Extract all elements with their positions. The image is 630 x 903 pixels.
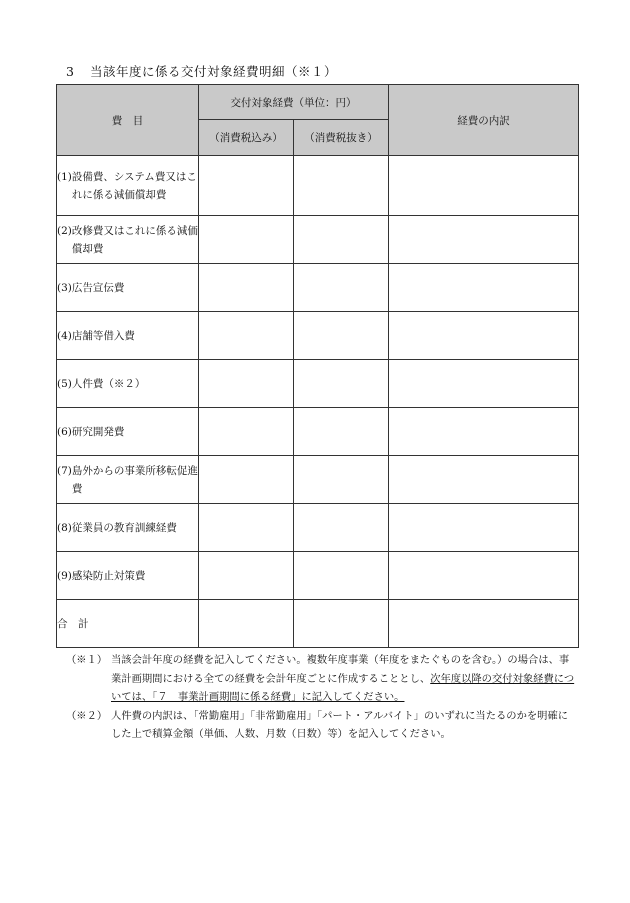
header-breakdown: 経費の内訳 <box>389 85 579 156</box>
tax-excluded-cell[interactable] <box>294 216 389 264</box>
table-row <box>57 456 579 504</box>
row-label: (7) 島外からの事業所移転促進費 <box>57 456 199 504</box>
breakdown-cell[interactable] <box>389 216 579 264</box>
breakdown-cell[interactable] <box>389 552 579 600</box>
row-label: (3) 広告宣伝費 <box>57 264 199 312</box>
tax-included-cell[interactable] <box>199 408 294 456</box>
tax-included-cell[interactable] <box>199 456 294 504</box>
tax-included-cell[interactable] <box>199 264 294 312</box>
tax-included-cell[interactable] <box>199 312 294 360</box>
tax-excluded-cell[interactable] <box>294 552 389 600</box>
section-number: 3 <box>66 64 75 79</box>
breakdown-cell[interactable] <box>389 360 579 408</box>
note-1 <box>66 651 576 707</box>
table-row <box>57 312 579 360</box>
breakdown-cell[interactable] <box>389 408 579 456</box>
note-2 <box>66 707 576 744</box>
row-label: (9) 感染防止対策費 <box>57 552 199 600</box>
total-label: 合 計 <box>57 600 199 648</box>
tax-excluded-cell[interactable] <box>294 360 389 408</box>
row-label: (8) 従業員の教育訓練経費 <box>57 504 199 552</box>
tax-included-cell[interactable] <box>199 360 294 408</box>
section-title <box>66 62 337 80</box>
tax-excluded-cell[interactable] <box>294 264 389 312</box>
notes <box>66 651 576 744</box>
header-amount: 交付対象経費（単位：円） <box>199 85 389 120</box>
breakdown-cell[interactable] <box>389 312 579 360</box>
row-label: (5) 人件費（※２） <box>57 360 199 408</box>
row-label: (6) 研究開発費 <box>57 408 199 456</box>
tax-excluded-cell[interactable] <box>294 312 389 360</box>
tax-excluded-cell[interactable] <box>294 504 389 552</box>
note-2-mark: （※２） <box>66 709 108 722</box>
total-tax-excluded-cell[interactable] <box>294 600 389 648</box>
table-row <box>57 156 579 216</box>
table-row <box>57 216 579 264</box>
tax-excluded-cell[interactable] <box>294 456 389 504</box>
note-1-text: 当該会計年度の経費を記入してください。複数年度事業（年度をまたぐものを含む。）の場合は、事業計画期間における全ての経費を会計年度ごとに作成することとし、 <box>111 654 570 685</box>
breakdown-cell[interactable] <box>389 504 579 552</box>
section-title-text: 当該年度に係る交付対象経費明細（※１） <box>90 64 338 79</box>
total-breakdown-cell[interactable] <box>389 600 579 648</box>
tax-included-cell[interactable] <box>199 552 294 600</box>
row-label: (2) 改修費又はこれに係る減価償却費 <box>57 216 199 264</box>
header-tax-excluded: （消費税抜き） <box>294 120 389 156</box>
header-tax-included: （消費税込み） <box>199 120 294 156</box>
tax-excluded-cell[interactable] <box>294 156 389 216</box>
tax-included-cell[interactable] <box>199 504 294 552</box>
note-2-text: 人件費の内訳は、「常勤雇用」「非常勤雇用」「パート・アルバイト」のいずれに当たるのかを明確にした上で積算金額（単価、人数、月数（日数）等）を記入してください。 <box>111 709 569 740</box>
header-item: 費 目 <box>57 85 199 156</box>
row-label: (1) 設備費、システム費又はこれに係る減価償却費 <box>57 156 199 216</box>
table-row <box>57 408 579 456</box>
total-row <box>57 600 579 648</box>
note-1-underlined-text: 次年度以降の交付対象経費については、「７ 事業計画期間に係る経費」に記入してください。 <box>111 672 575 703</box>
total-tax-included-cell[interactable] <box>199 600 294 648</box>
table-row <box>57 264 579 312</box>
row-label: (4) 店舗等借入費 <box>57 312 199 360</box>
tax-excluded-cell[interactable] <box>294 408 389 456</box>
table-row <box>57 552 579 600</box>
expense-table <box>56 84 579 648</box>
note-1-mark: （※１） <box>66 654 108 666</box>
table-row <box>57 360 579 408</box>
tax-included-cell[interactable] <box>199 156 294 216</box>
breakdown-cell[interactable] <box>389 264 579 312</box>
breakdown-cell[interactable] <box>389 456 579 504</box>
breakdown-cell[interactable] <box>389 156 579 216</box>
table-row <box>57 504 579 552</box>
tax-included-cell[interactable] <box>199 216 294 264</box>
